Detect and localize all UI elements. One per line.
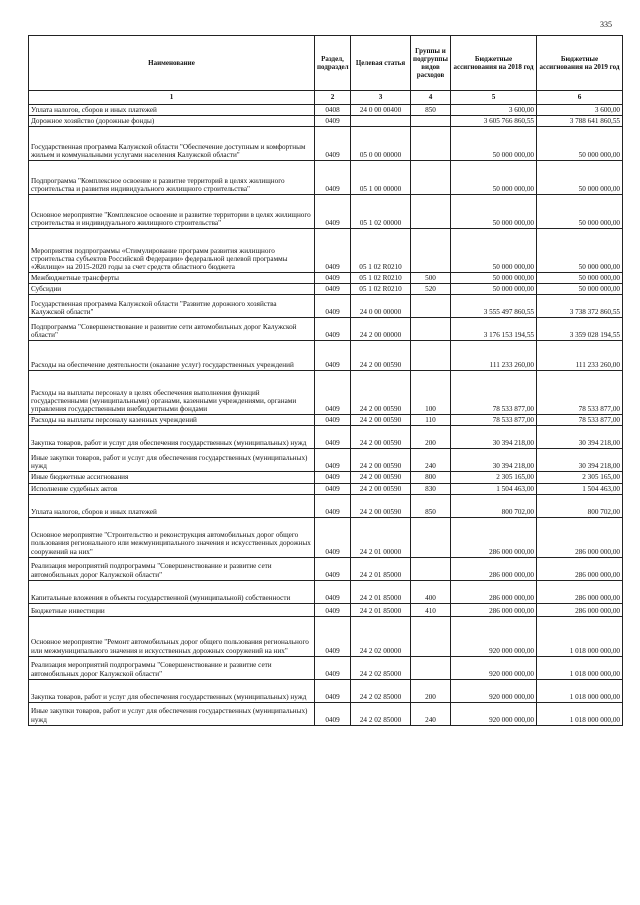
cell-section: 0409 [315,295,351,318]
header-section: Раздел, подраздел [315,36,351,91]
cell-group: 400 [411,580,451,603]
cell-target: 24 2 00 00590 [351,426,411,449]
cell-target: 24 2 02 85000 [351,679,411,702]
cell-budget-2018: 286 000 000,00 [451,557,537,580]
cell-section: 0409 [315,127,351,161]
cell-target: 24 2 02 85000 [351,702,411,725]
cell-target: 24 0 00 00400 [351,105,411,116]
cell-budget-2018: 50 000 000,00 [451,195,537,229]
table-row [29,472,623,483]
cell-budget-2019: 1 504 463,00 [537,483,623,494]
column-number: 3 [351,91,411,105]
cell-budget-2019: 50 000 000,00 [537,229,623,273]
cell-budget-2018: 3 555 497 860,55 [451,295,537,318]
cell-name: Межбюджетные трансферты [29,273,315,284]
cell-budget-2018: 920 000 000,00 [451,616,537,656]
header-budget-2019: Бюджетные ассигнования на 2019 год [537,36,623,91]
table-row [29,341,623,371]
cell-name: Основное мероприятие "Строительство и реконструкция автомобильных дорог общего пользования регионального или межмуниципального значения и искусственных дорожных сооружений на них" [29,517,315,557]
cell-name: Уплата налогов, сборов и иных платежей [29,494,315,517]
table-header-row [29,36,623,91]
table-row [29,494,623,517]
cell-budget-2018: 920 000 000,00 [451,656,537,679]
cell-budget-2019: 2 305 165,00 [537,472,623,483]
table-row [29,273,623,284]
cell-group [411,656,451,679]
cell-budget-2018: 800 702,00 [451,494,537,517]
cell-group: 240 [411,702,451,725]
cell-group [411,127,451,161]
cell-budget-2019: 1 018 000 000,00 [537,656,623,679]
cell-section: 0409 [315,472,351,483]
table-row [29,679,623,702]
cell-budget-2018: 3 600,00 [451,105,537,116]
cell-section: 0409 [315,603,351,616]
cell-group [411,318,451,341]
column-number: 1 [29,91,315,105]
cell-budget-2019: 286 000 000,00 [537,603,623,616]
cell-group: 850 [411,105,451,116]
cell-section: 0409 [315,557,351,580]
cell-group: 200 [411,426,451,449]
column-number: 2 [315,91,351,105]
cell-section: 0409 [315,580,351,603]
cell-budget-2019: 50 000 000,00 [537,273,623,284]
cell-section: 0409 [315,116,351,127]
cell-target: 24 2 00 00590 [351,483,411,494]
cell-group: 240 [411,449,451,472]
cell-budget-2018: 30 394 218,00 [451,449,537,472]
cell-name: Дорожное хозяйство (дорожные фонды) [29,116,315,127]
table-row [29,449,623,472]
cell-group [411,517,451,557]
cell-budget-2019: 1 018 000 000,00 [537,702,623,725]
page-number: 335 [600,20,612,29]
cell-budget-2018: 286 000 000,00 [451,603,537,616]
cell-budget-2019: 111 233 260,00 [537,341,623,371]
cell-name: Капитальные вложения в объекты государственной (муниципальной) собственности [29,580,315,603]
cell-budget-2019: 1 018 000 000,00 [537,679,623,702]
table-row [29,116,623,127]
column-number: 6 [537,91,623,105]
cell-target: 24 2 00 00000 [351,318,411,341]
cell-budget-2019: 3 738 372 860,55 [537,295,623,318]
cell-budget-2018: 1 504 463,00 [451,483,537,494]
cell-name: Реализация мероприятий подпрограммы "Совершенствование и развитие сети автомобильных дорог Калужской области" [29,557,315,580]
cell-name: Основное мероприятие "Ремонт автомобильных дорог общего пользования регионального или межмуниципального значения и искусственных дорожных сооружений на них" [29,616,315,656]
cell-name: Уплата налогов, сборов и иных платежей [29,105,315,116]
cell-target: 05 1 00 00000 [351,161,411,195]
cell-group [411,341,451,371]
cell-budget-2018: 920 000 000,00 [451,679,537,702]
header-groups: Группы и подгруппы видов расходов [411,36,451,91]
cell-name: Субсидии [29,284,315,295]
cell-budget-2018: 50 000 000,00 [451,284,537,295]
cell-budget-2019: 50 000 000,00 [537,195,623,229]
cell-group: 800 [411,472,451,483]
cell-budget-2019: 286 000 000,00 [537,557,623,580]
table-row [29,295,623,318]
cell-name: Закупка товаров, работ и услуг для обеспечения государственных (муниципальных) нужд [29,679,315,702]
cell-budget-2018: 286 000 000,00 [451,517,537,557]
cell-name: Подпрограмма "Комплексное освоение и развитие территорий в целях жилищного строительства и развития индивидуального жилищного строительства" [29,161,315,195]
cell-budget-2019: 286 000 000,00 [537,517,623,557]
cell-group [411,116,451,127]
cell-target: 24 2 00 00590 [351,371,411,415]
table-row [29,415,623,426]
cell-name: Иные закупки товаров, работ и услуг для обеспечения государственных (муниципальных) нужд [29,702,315,725]
cell-name: Реализация мероприятий подпрограммы "Совершенствование и развитие сети автомобильных дорог Калужской области" [29,656,315,679]
cell-budget-2018: 50 000 000,00 [451,161,537,195]
cell-budget-2019: 30 394 218,00 [537,426,623,449]
column-number: 4 [411,91,451,105]
cell-budget-2019: 30 394 218,00 [537,449,623,472]
cell-target: 05 1 02 R0210 [351,284,411,295]
cell-name: Мероприятия подпрограммы «Стимулирование программ развития жилищного строительства субъектов Российской Федерации» федеральной целевой программы «Жилище» на 2015-2020 годы за счет средств областного бюджета [29,229,315,273]
cell-section: 0409 [315,702,351,725]
header-target: Целевая статья [351,36,411,91]
cell-name: Иные закупки товаров, работ и услуг для обеспечения государственных (муниципальных) нужд [29,449,315,472]
cell-budget-2019: 78 533 877,00 [537,371,623,415]
table-row [29,229,623,273]
cell-section: 0408 [315,105,351,116]
cell-budget-2019: 78 533 877,00 [537,415,623,426]
cell-section: 0409 [315,517,351,557]
cell-budget-2018: 3 605 766 860,55 [451,116,537,127]
cell-section: 0409 [315,284,351,295]
table-row [29,426,623,449]
cell-group: 410 [411,603,451,616]
cell-budget-2019: 3 600,00 [537,105,623,116]
table-row [29,371,623,415]
cell-budget-2019: 50 000 000,00 [537,284,623,295]
cell-target: 24 0 00 00000 [351,295,411,318]
cell-name: Расходы на выплаты персоналу казенных учреждений [29,415,315,426]
table-row [29,616,623,656]
cell-target: 24 2 01 00000 [351,517,411,557]
cell-budget-2019: 50 000 000,00 [537,161,623,195]
cell-target: 24 2 01 85000 [351,580,411,603]
cell-target: 24 2 01 85000 [351,557,411,580]
cell-target [351,116,411,127]
table-row [29,702,623,725]
cell-section: 0409 [315,494,351,517]
cell-target: 24 2 01 85000 [351,603,411,616]
cell-section: 0409 [315,371,351,415]
cell-target: 24 2 00 00590 [351,415,411,426]
cell-budget-2019: 3 788 641 860,55 [537,116,623,127]
header-name: Наименование [29,36,315,91]
cell-name: Подпрограмма "Совершенствование и развитие сети автомобильных дорог Калужской области" [29,318,315,341]
table-row [29,656,623,679]
cell-group: 850 [411,494,451,517]
cell-budget-2018: 50 000 000,00 [451,127,537,161]
cell-budget-2019: 800 702,00 [537,494,623,517]
cell-section: 0409 [315,426,351,449]
cell-group [411,616,451,656]
table-row [29,127,623,161]
cell-target: 05 1 02 R0210 [351,273,411,284]
cell-budget-2019: 286 000 000,00 [537,580,623,603]
cell-target: 24 2 00 00590 [351,341,411,371]
header-budget-2018: Бюджетные ассигнования на 2018 год [451,36,537,91]
table-row [29,284,623,295]
cell-budget-2018: 30 394 218,00 [451,426,537,449]
cell-target: 05 1 02 00000 [351,195,411,229]
cell-name: Государственная программа Калужской области "Развитие дорожного хозяйства Калужской области" [29,295,315,318]
cell-group: 500 [411,273,451,284]
table-row [29,483,623,494]
cell-group: 100 [411,371,451,415]
cell-group: 110 [411,415,451,426]
cell-name: Государственная программа Калужской области "Обеспечение доступным и комфортным жильем и коммунальными услугами населения Калужской области" [29,127,315,161]
cell-section: 0409 [315,318,351,341]
table-row [29,557,623,580]
cell-group [411,195,451,229]
cell-target: 24 2 00 00590 [351,449,411,472]
table-row [29,517,623,557]
cell-section: 0409 [315,415,351,426]
cell-name: Расходы на выплаты персоналу в целях обеспечения выполнения функций государственными (муниципальными) органами, казенными учреждениями, органами управления государственными внебюджетными фондами [29,371,315,415]
cell-budget-2018: 78 533 877,00 [451,371,537,415]
cell-group: 200 [411,679,451,702]
cell-budget-2018: 920 000 000,00 [451,702,537,725]
cell-section: 0409 [315,483,351,494]
cell-name: Основное мероприятие "Комплексное освоение и развитие территории в целях жилищного строительства и индивидуального жилищного строительства" [29,195,315,229]
cell-target: 05 0 00 00000 [351,127,411,161]
cell-name: Закупка товаров, работ и услуг для обеспечения государственных (муниципальных) нужд [29,426,315,449]
cell-section: 0409 [315,229,351,273]
cell-budget-2018: 111 233 260,00 [451,341,537,371]
cell-budget-2019: 1 018 000 000,00 [537,616,623,656]
cell-target: 24 2 00 00590 [351,472,411,483]
table-row [29,105,623,116]
cell-budget-2018: 50 000 000,00 [451,229,537,273]
cell-target: 24 2 02 85000 [351,656,411,679]
cell-section: 0409 [315,616,351,656]
cell-target: 05 1 02 R0210 [351,229,411,273]
table-row [29,580,623,603]
table-row [29,318,623,341]
table-row [29,195,623,229]
cell-name: Иные бюджетные ассигнования [29,472,315,483]
cell-group [411,557,451,580]
cell-budget-2019: 3 359 028 194,55 [537,318,623,341]
cell-name: Расходы на обеспечение деятельности (оказание услуг) государственных учреждений [29,341,315,371]
column-number: 5 [451,91,537,105]
cell-group [411,229,451,273]
cell-budget-2018: 286 000 000,00 [451,580,537,603]
table-row [29,603,623,616]
cell-section: 0409 [315,449,351,472]
cell-budget-2018: 2 305 165,00 [451,472,537,483]
column-numbers-row [29,91,623,105]
cell-target: 24 2 02 00000 [351,616,411,656]
cell-budget-2018: 3 176 153 194,55 [451,318,537,341]
cell-group: 830 [411,483,451,494]
cell-section: 0409 [315,195,351,229]
cell-group [411,161,451,195]
cell-section: 0409 [315,341,351,371]
cell-budget-2019: 50 000 000,00 [537,127,623,161]
cell-name: Бюджетные инвестиции [29,603,315,616]
cell-target: 24 2 00 00590 [351,494,411,517]
cell-section: 0409 [315,656,351,679]
cell-section: 0409 [315,273,351,284]
cell-section: 0409 [315,679,351,702]
cell-budget-2018: 50 000 000,00 [451,273,537,284]
budget-table [28,35,623,726]
cell-name: Исполнение судебных актов [29,483,315,494]
table-row [29,161,623,195]
cell-section: 0409 [315,161,351,195]
cell-group: 520 [411,284,451,295]
cell-budget-2018: 78 533 877,00 [451,415,537,426]
cell-group [411,295,451,318]
